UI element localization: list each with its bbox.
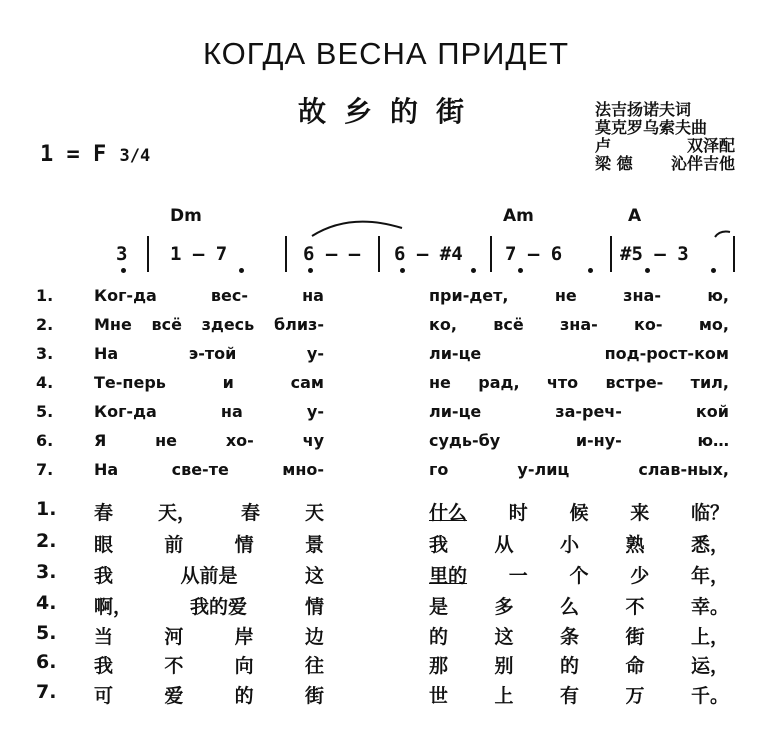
lyric-syllable: ко,	[429, 315, 457, 334]
lyric-syllable: 啊，	[94, 596, 133, 618]
lyric-syllable: на	[220, 402, 243, 421]
lyric-syllable: 情	[234, 534, 254, 556]
lyric-syllable: 候	[569, 502, 589, 524]
lyric-syllable: 岸	[234, 626, 254, 648]
song-title-chinese: 故乡的街	[297, 95, 482, 128]
lyric-syllable: слав-ных,	[638, 460, 729, 479]
measure-5: #5 — 3	[620, 243, 689, 265]
lyric-syllable: у-	[306, 402, 324, 421]
lyric-phrase	[94, 530, 324, 556]
lyric-phrase	[94, 344, 324, 370]
lyric-syllable: Ког-да	[94, 286, 157, 305]
lyric-syllable: 有	[559, 685, 579, 707]
lyric-syllable: Мне	[94, 315, 132, 334]
chord-dm: Dm	[170, 206, 202, 226]
lyric-syllable: всё	[151, 315, 182, 334]
lyric-syllable: 多	[494, 596, 514, 618]
bar-line	[147, 236, 149, 272]
lyric-syllable: кой	[695, 402, 729, 421]
lyric-syllable: 这	[494, 626, 514, 648]
lyric-syllable: рад,	[478, 373, 520, 392]
lyric-syllable: 运，	[690, 655, 729, 677]
lyrics_ru-line	[36, 315, 736, 341]
chord-a: A	[628, 206, 642, 226]
lyric-phrase	[429, 402, 729, 428]
lyric-syllable: 这	[304, 565, 324, 587]
tie-arc	[312, 222, 402, 236]
lyric-syllable: 天，	[157, 502, 196, 524]
lyric-syllable: чу	[302, 431, 324, 450]
measure-4: 7 — 6	[505, 243, 563, 265]
lyric-syllable: 里的	[429, 565, 468, 587]
lyric-syllable: не	[429, 373, 451, 392]
bar-line	[378, 236, 380, 272]
lyric-syllable: 我的爱	[189, 596, 247, 618]
lyric-syllable: 临？	[690, 502, 729, 524]
lyrics_zh-line	[36, 622, 736, 648]
lyric-syllable: 是	[429, 596, 449, 618]
lyric-phrase	[429, 592, 729, 618]
lyric-phrase	[429, 530, 729, 556]
verse-number: 5.	[36, 622, 57, 644]
verse-number: 4.	[36, 592, 57, 614]
lyric-syllable: 命	[625, 655, 645, 677]
lyric-syllable: 年，	[690, 565, 729, 587]
lyric-syllable: 千。	[690, 685, 729, 707]
lyric-syllable: 我	[94, 565, 114, 587]
lyric-syllable: 我	[429, 534, 449, 556]
lyrics_zh-line	[36, 681, 736, 707]
lyric-syllable: за-реч-	[555, 402, 622, 421]
credit-text: 卢	[595, 136, 612, 155]
lyric-syllable: 的	[559, 655, 579, 677]
song-title-russian: КОГДА ВЕСНА ПРИДЕТ	[202, 36, 570, 71]
lyric-syllable: 上，	[690, 626, 729, 648]
lyric-syllable: всё	[493, 315, 524, 334]
lyric-syllable: 幸。	[690, 596, 729, 618]
lyric-syllable: ю…	[697, 431, 729, 450]
measure-pickup: 3	[116, 243, 128, 265]
lyric-phrase	[94, 681, 324, 707]
lyric-syllable: 么	[559, 596, 579, 618]
lyric-syllable: 少	[630, 565, 650, 587]
lyric-syllable: 条	[559, 626, 579, 648]
lyric-syllable: 从前是	[180, 565, 238, 587]
lyric-phrase	[429, 315, 729, 341]
lyric-syllable: 当	[94, 626, 114, 648]
lyric-syllable: не	[554, 286, 577, 305]
lyrics_zh-line	[36, 592, 736, 618]
lyric-syllable: 个	[569, 565, 589, 587]
lyric-phrase	[94, 431, 324, 457]
verse-number: 2.	[36, 530, 57, 552]
lyric-syllable: ю,	[707, 286, 729, 305]
lyric-syllable: не	[155, 431, 178, 450]
lyric-syllable: го	[429, 460, 449, 479]
lyric-syllable: 来	[630, 502, 650, 524]
lyric-syllable: мо,	[698, 315, 729, 334]
verse-number: 1.	[36, 498, 57, 520]
lyric-syllable: встре-	[605, 373, 664, 392]
lyric-syllable: 情	[304, 596, 324, 618]
lyric-phrase	[94, 651, 324, 677]
lyric-phrase	[94, 373, 324, 399]
measure-2: 6 — —	[303, 243, 361, 265]
lyric-phrase	[94, 592, 324, 618]
lyric-syllable: зна-	[623, 286, 661, 305]
verse-number: 3.	[36, 561, 57, 583]
lyrics_ru-line	[36, 286, 736, 312]
lyrics_ru-line	[36, 402, 736, 428]
lyric-syllable: 的	[429, 626, 449, 648]
lyric-phrase	[429, 681, 729, 707]
lyric-syllable: тил,	[690, 373, 729, 392]
lyric-syllable: 眼	[94, 534, 114, 556]
verse-number: 6.	[36, 651, 57, 673]
lyric-syllable: 河	[164, 626, 184, 648]
measure-1: 1 — 7	[170, 243, 228, 265]
verse-number: 5.	[36, 402, 54, 421]
tie-arc	[715, 232, 730, 237]
low-octave-dot	[711, 268, 716, 273]
key: 1 = F	[40, 142, 107, 167]
lyrics_ru-line	[36, 373, 736, 399]
lyric-phrase	[94, 622, 324, 648]
lyric-syllable: вес-	[210, 286, 249, 305]
lyric-syllable: 边	[304, 626, 324, 648]
lyric-syllable: на	[302, 286, 324, 305]
lyric-syllable: 从	[494, 534, 514, 556]
lyric-syllable: 街	[304, 685, 324, 707]
lyric-syllable: хо-	[225, 431, 254, 450]
lyrics_zh-line	[36, 530, 736, 556]
lyric-syllable: 的	[234, 685, 254, 707]
lyric-phrase	[429, 373, 729, 399]
lyric-syllable: Те-перь	[94, 373, 166, 392]
verse-number: 2.	[36, 315, 54, 334]
lyric-syllable: 我	[94, 655, 114, 677]
lyric-syllable: 时	[508, 502, 528, 524]
lyric-phrase	[94, 286, 324, 312]
verse-number: 3.	[36, 344, 54, 363]
lyric-phrase	[429, 286, 729, 312]
low-octave-dot	[239, 268, 244, 273]
lyric-phrase	[429, 344, 729, 370]
lyrics_ru-line	[36, 431, 736, 457]
lyric-syllable: 不	[164, 655, 184, 677]
lyric-syllable: близ-	[273, 315, 324, 334]
lyric-syllable: На	[94, 344, 119, 363]
verse-number: 7.	[36, 460, 54, 479]
lyric-syllable: Ког-да	[94, 402, 157, 421]
lyric-syllable: 别	[494, 655, 514, 677]
lyric-syllable: 那	[429, 655, 449, 677]
lyric-phrase	[429, 431, 729, 457]
credit-text: 双泽配	[686, 136, 735, 155]
lyric-syllable: у-	[306, 344, 324, 363]
lyric-syllable: и	[222, 373, 234, 392]
measure-3: 6 — #4	[394, 243, 463, 265]
lyric-syllable: ли-це	[429, 344, 482, 363]
lyric-syllable: и-ну-	[575, 431, 622, 450]
lyric-syllable: при-дет,	[429, 286, 509, 305]
low-octave-dot	[471, 268, 476, 273]
lyric-syllable: 小	[559, 534, 579, 556]
lyric-syllable: 街	[625, 626, 645, 648]
bar-line	[285, 236, 287, 272]
lyric-syllable: мно-	[282, 460, 324, 479]
low-octave-dot	[400, 268, 405, 273]
lyric-syllable: 春	[240, 502, 260, 524]
lyric-syllable: ко-	[634, 315, 663, 334]
lyric-syllable: 向	[234, 655, 254, 677]
lyric-syllable: у-лиц	[517, 460, 570, 479]
lyric-syllable: ли-це	[429, 402, 482, 421]
lyrics_zh-line	[36, 651, 736, 677]
low-octave-dot	[308, 268, 313, 273]
lyric-syllable: 悉，	[690, 534, 729, 556]
verse-number: 6.	[36, 431, 54, 450]
verse-number: 4.	[36, 373, 54, 392]
lyric-syllable: На	[94, 460, 119, 479]
lyric-syllable: 可	[94, 685, 114, 707]
lyric-syllable: сам	[290, 373, 324, 392]
low-octave-dot	[645, 268, 650, 273]
bar-line	[733, 236, 735, 272]
lyric-syllable: 上	[494, 685, 514, 707]
lyric-syllable: 万	[625, 685, 645, 707]
lyric-syllable: 爱	[164, 685, 184, 707]
lyric-syllable: 春	[94, 502, 114, 524]
low-octave-dot	[588, 268, 593, 273]
lyric-phrase	[94, 498, 324, 524]
lyric-phrase	[429, 498, 729, 524]
lyric-syllable: 景	[304, 534, 324, 556]
lyric-phrase	[429, 460, 729, 486]
lyric-syllable: под-рост-ком	[604, 344, 729, 363]
lyric-syllable: 世	[429, 685, 449, 707]
lyric-syllable: Я	[94, 431, 107, 450]
lyric-syllable: све-те	[171, 460, 229, 479]
lyric-syllable: 不	[625, 596, 645, 618]
lyric-phrase	[94, 402, 324, 428]
credit-text: 莫克罗乌索夫曲	[595, 118, 708, 137]
bar-line	[610, 236, 612, 272]
credit-text: 沁伴吉他	[670, 154, 735, 173]
lyric-syllable: здесь	[201, 315, 255, 334]
lyrics_ru-line	[36, 460, 736, 486]
lyric-syllable: 熟	[625, 534, 645, 556]
credit-text: 法吉扬诺夫词	[595, 100, 692, 119]
lyric-syllable: э-той	[188, 344, 237, 363]
lyric-syllable: судь-бу	[429, 431, 501, 450]
lyric-phrase	[429, 561, 729, 587]
lyric-syllable: 前	[164, 534, 184, 556]
lyric-syllable: 一	[508, 565, 528, 587]
lyric-syllable: 天	[304, 502, 324, 524]
low-octave-dot	[121, 268, 126, 273]
lyric-phrase	[94, 315, 324, 341]
verse-number: 7.	[36, 681, 57, 703]
lyric-phrase	[429, 622, 729, 648]
lyric-phrase	[94, 460, 324, 486]
low-octave-dot	[518, 268, 523, 273]
lyric-syllable: 往	[304, 655, 324, 677]
credit-text: 梁 德	[595, 154, 633, 173]
verse-number: 1.	[36, 286, 54, 305]
lyric-phrase	[94, 561, 324, 587]
lyric-phrase	[429, 651, 729, 677]
time-signature: 3/4	[119, 146, 151, 166]
chord-am: Am	[503, 206, 534, 226]
lyric-syllable: что	[546, 373, 579, 392]
lyrics_zh-line	[36, 498, 736, 524]
lyrics_ru-line	[36, 344, 736, 370]
lyrics_zh-line	[36, 561, 736, 587]
lyric-syllable: 什么	[429, 502, 468, 524]
lyric-syllable: зна-	[559, 315, 598, 334]
bar-line	[490, 236, 492, 272]
